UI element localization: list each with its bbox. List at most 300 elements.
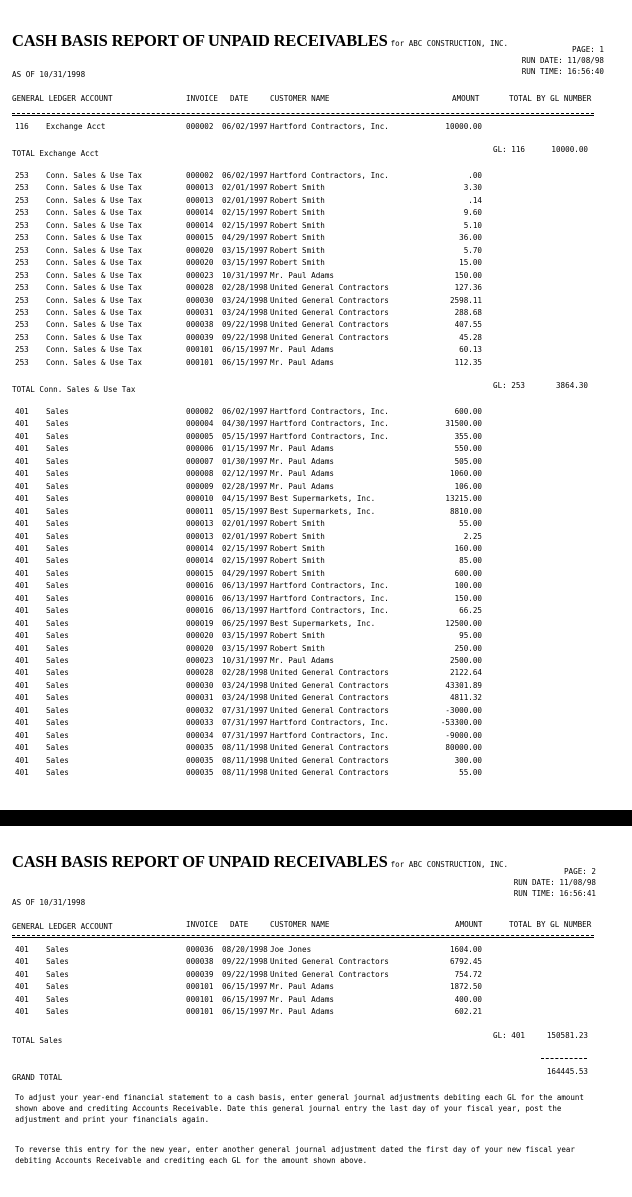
gl-number-cell: 401: [15, 755, 29, 765]
invoice-cell: 000023: [186, 656, 214, 665]
invoice-cell: 000016: [186, 581, 214, 591]
amount-cell: 12500.00: [445, 618, 482, 628]
date-cell: 02/28/1998: [222, 668, 268, 678]
gl-description-cell: Sales: [46, 755, 69, 765]
customer-cell: Robert Smith: [270, 568, 325, 578]
gl-description-cell: Exchange Acct: [46, 122, 106, 131]
invoice-cell: 000014: [186, 543, 214, 553]
gl-number-cell: 401: [15, 456, 29, 466]
gl-description-cell: Sales: [46, 568, 69, 578]
invoice-cell: 000002: [186, 122, 214, 131]
invoice-cell: 000028: [186, 668, 214, 678]
grand-total-label: GRAND TOTAL: [12, 1073, 63, 1082]
gl-description-cell: Sales: [46, 469, 69, 479]
amount-cell: 55.00: [459, 768, 482, 778]
invoice-cell: 000035: [186, 755, 214, 765]
invoice-cell: 000015: [186, 233, 214, 243]
ledger-row: [0, 307, 632, 318]
amount-cell: -3000.00: [445, 705, 482, 715]
ledger-row: [0, 730, 632, 741]
gl-number: GL: 116: [493, 145, 526, 154]
amount-cell: 355.00: [454, 431, 482, 441]
amount-cell: .14: [468, 195, 482, 205]
gl-number-cell: 401: [15, 494, 29, 504]
amount-cell: 600.00: [454, 407, 482, 416]
customer-cell: Robert Smith: [270, 543, 325, 553]
gl-description-cell: Sales: [46, 957, 69, 967]
gl-description-cell: Sales: [46, 631, 69, 641]
customer-cell: United General Contractors: [270, 969, 389, 979]
amount-cell: -53300.00: [440, 718, 482, 728]
gl-number-cell: 253: [15, 171, 29, 180]
customer-cell: Hartford Contractors, Inc.: [270, 730, 389, 740]
date-cell: 03/24/1998: [222, 680, 268, 690]
gl-total-label: TOTAL Conn. Sales & Use Tax: [12, 385, 136, 394]
gl-number-cell: 401: [15, 543, 29, 553]
ledger-row: [0, 531, 632, 542]
invoice-cell: 000013: [186, 183, 214, 193]
ledger-row: [0, 245, 632, 256]
gl-number-cell: 401: [15, 568, 29, 578]
gl-description-cell: Sales: [46, 718, 69, 728]
customer-cell: Mr. Paul Adams: [270, 270, 335, 280]
ledger-row: [0, 518, 632, 529]
amount-cell: 127.36: [454, 283, 482, 293]
date-cell: 07/31/1997: [222, 718, 268, 728]
invoice-cell: 000010: [186, 494, 214, 504]
ledger-row: [0, 742, 632, 753]
gl-number-cell: 401: [15, 631, 29, 641]
gl-number-cell: 401: [15, 656, 29, 665]
invoice-cell: 000039: [186, 332, 214, 342]
customer-cell: Hartford Contractors, Inc.: [270, 606, 389, 616]
date-cell: 02/01/1997: [222, 195, 268, 205]
date-cell: 05/15/1997: [222, 506, 268, 516]
gl-total-amount: 10000.00: [551, 145, 588, 154]
ledger-row: [0, 555, 632, 566]
run-time: RUN TIME: 16:56:41: [513, 889, 596, 898]
invoice-cell: 000031: [186, 693, 214, 703]
gl-description-cell: Sales: [46, 581, 69, 591]
ledger-row: [0, 418, 632, 429]
customer-cell: Hartford Contractors, Inc.: [270, 171, 389, 180]
amount-cell: 407.55: [454, 320, 482, 330]
gl-description-cell: Conn. Sales & Use Tax: [46, 270, 143, 280]
date-cell: 03/24/1998: [222, 693, 268, 703]
ledger-row: [0, 655, 632, 666]
customer-cell: Hartford Contractors, Inc.: [270, 407, 389, 416]
amount-cell: 100.00: [454, 581, 482, 591]
gl-number-cell: 401: [15, 519, 29, 529]
gl-number-cell: 401: [15, 581, 29, 591]
header-rule: [12, 937, 594, 938]
customer-cell: Mr. Paul Adams: [270, 357, 335, 367]
date-cell: 03/15/1997: [222, 245, 268, 255]
customer-cell: United General Contractors: [270, 295, 389, 305]
date-cell: 06/15/1997: [222, 982, 268, 992]
amount-cell: 6792.45: [449, 957, 482, 967]
gl-description-cell: Conn. Sales & Use Tax: [46, 183, 143, 193]
date-cell: 02/15/1997: [222, 543, 268, 553]
ledger-row: [0, 282, 632, 293]
amount-cell: 5.10: [463, 220, 482, 230]
ledger-row: [0, 755, 632, 766]
gl-number-cell: 401: [15, 1007, 29, 1017]
ledger-row: [0, 506, 632, 517]
gl-description-cell: Conn. Sales & Use Tax: [46, 245, 143, 255]
run-date: RUN DATE: 11/08/98: [521, 56, 604, 65]
invoice-cell: 000038: [186, 320, 214, 330]
gl-number: GL: 253: [493, 381, 526, 390]
customer-cell: Robert Smith: [270, 531, 325, 541]
date-cell: 06/02/1997: [222, 171, 268, 180]
gl-number-cell: 253: [15, 258, 29, 268]
page-number: PAGE: 1: [571, 45, 604, 54]
gl-number-cell: 253: [15, 345, 29, 355]
gl-description-cell: Sales: [46, 556, 69, 566]
customer-cell: Mr. Paul Adams: [270, 456, 335, 466]
invoice-cell: 000002: [186, 407, 214, 416]
gl-description-cell: Conn. Sales & Use Tax: [46, 195, 143, 205]
ledger-row: [0, 481, 632, 492]
gl-description-cell: Sales: [46, 531, 69, 541]
amount-cell: 2.25: [463, 531, 482, 541]
ledger-row: [0, 295, 632, 306]
amount-cell: 43301.89: [445, 680, 482, 690]
amount-cell: 13215.00: [445, 494, 482, 504]
date-cell: 06/02/1997: [222, 122, 268, 131]
customer-cell: Robert Smith: [270, 631, 325, 641]
header-total-by-gl: TOTAL BY GL NUMBER: [509, 920, 592, 929]
ledger-row: [0, 319, 632, 330]
customer-cell: United General Contractors: [270, 693, 389, 703]
date-cell: 01/15/1997: [222, 444, 268, 454]
invoice-cell: 000020: [186, 245, 214, 255]
date-cell: 04/30/1997: [222, 419, 268, 429]
customer-cell: Mr. Paul Adams: [270, 656, 335, 665]
gl-number-cell: 401: [15, 531, 29, 541]
gl-number-cell: 253: [15, 295, 29, 305]
customer-cell: Robert Smith: [270, 220, 325, 230]
header-rule: [12, 115, 594, 116]
amount-cell: 150.00: [454, 593, 482, 603]
invoice-cell: 000007: [186, 456, 214, 466]
page-number: PAGE: 2: [563, 867, 596, 876]
gl-description-cell: Sales: [46, 656, 69, 665]
date-cell: 10/31/1997: [222, 270, 268, 280]
gl-description-cell: Sales: [46, 407, 69, 416]
gl-number-cell: 401: [15, 593, 29, 603]
amount-cell: 85.00: [459, 556, 482, 566]
gl-number-cell: 401: [15, 693, 29, 703]
date-cell: 04/29/1997: [222, 568, 268, 578]
ledger-row: [0, 431, 632, 442]
date-cell: 07/31/1997: [222, 730, 268, 740]
customer-cell: Robert Smith: [270, 183, 325, 193]
amount-cell: 600.00: [454, 568, 482, 578]
invoice-cell: 000031: [186, 307, 214, 317]
date-cell: 05/15/1997: [222, 431, 268, 441]
amount-cell: 300.00: [454, 755, 482, 765]
date-cell: 06/13/1997: [222, 606, 268, 616]
ledger-row: [0, 717, 632, 728]
gl-number: GL: 401: [493, 1031, 526, 1040]
date-cell: 01/30/1997: [222, 456, 268, 466]
invoice-cell: 000014: [186, 556, 214, 566]
date-cell: 02/12/1997: [222, 469, 268, 479]
gl-number-cell: 253: [15, 183, 29, 193]
gl-description-cell: Sales: [46, 945, 69, 954]
date-cell: 09/22/1998: [222, 957, 268, 967]
invoice-cell: 000101: [186, 345, 214, 355]
gl-description-cell: Sales: [46, 481, 69, 491]
gl-description-cell: Sales: [46, 606, 69, 616]
gl-description-cell: Conn. Sales & Use Tax: [46, 332, 143, 342]
ledger-row: [0, 767, 632, 778]
header-gl-account: GENERAL LEDGER ACCOUNT: [12, 94, 113, 103]
as-of-date: AS OF 10/31/1998: [12, 898, 86, 907]
page-separator: [0, 810, 632, 826]
gl-number-cell: 253: [15, 220, 29, 230]
gl-description-cell: Sales: [46, 680, 69, 690]
customer-cell: Robert Smith: [270, 195, 325, 205]
amount-cell: 400.00: [454, 994, 482, 1004]
gl-number-cell: 401: [15, 643, 29, 653]
invoice-cell: 000009: [186, 481, 214, 491]
run-date: RUN DATE: 11/08/98: [513, 878, 596, 887]
gl-number-cell: 401: [15, 718, 29, 728]
gl-number-cell: 401: [15, 506, 29, 516]
gl-description-cell: Sales: [46, 668, 69, 678]
customer-cell: Mr. Paul Adams: [270, 994, 335, 1004]
ledger-row: [0, 207, 632, 218]
gl-number-cell: 253: [15, 270, 29, 280]
customer-cell: Mr. Paul Adams: [270, 1007, 335, 1017]
amount-cell: 150.00: [454, 270, 482, 280]
amount-cell: 505.00: [454, 456, 482, 466]
amount-cell: 3.30: [463, 183, 482, 193]
amount-cell: -9000.00: [445, 730, 482, 740]
ledger-row: [0, 605, 632, 616]
amount-cell: 55.00: [459, 519, 482, 529]
gl-description-cell: Sales: [46, 643, 69, 653]
gl-description-cell: Sales: [46, 506, 69, 516]
ledger-row: [0, 406, 632, 417]
invoice-cell: 000101: [186, 1007, 214, 1017]
gl-number-cell: 401: [15, 618, 29, 628]
header-amount: AMOUNT: [455, 920, 483, 929]
instructions-adjust: To adjust your year-end financial statement to a cash basis, enter general journal adjustments debiting each GL for the amount shown above and crediting Accounts Receivable. Date this general journal entry the last day of your fiscal year, post the adjustment and print your financials again.: [15, 1093, 584, 1124]
ledger-row: [0, 1006, 632, 1017]
amount-cell: 754.72: [454, 969, 482, 979]
header-date: DATE: [230, 94, 249, 103]
grand-total-rule: [541, 1058, 587, 1059]
invoice-cell: 000016: [186, 606, 214, 616]
invoice-cell: 000008: [186, 469, 214, 479]
header-total-by-gl: TOTAL BY GL NUMBER: [509, 94, 592, 103]
customer-cell: Hartford Contractors, Inc.: [270, 593, 389, 603]
date-cell: 06/13/1997: [222, 593, 268, 603]
date-cell: 06/15/1997: [222, 345, 268, 355]
gl-number-cell: 253: [15, 320, 29, 330]
date-cell: 08/11/1998: [222, 768, 268, 778]
ledger-row: [0, 121, 632, 132]
gl-number-cell: 401: [15, 982, 29, 992]
ledger-row: [0, 667, 632, 678]
gl-description-cell: Conn. Sales & Use Tax: [46, 258, 143, 268]
gl-number-cell: 253: [15, 357, 29, 367]
gl-description-cell: Sales: [46, 431, 69, 441]
invoice-cell: 000020: [186, 643, 214, 653]
customer-cell: Best Supermarkets, Inc.: [270, 506, 376, 516]
amount-cell: 9.60: [463, 208, 482, 218]
amount-cell: 5.70: [463, 245, 482, 255]
report-company: for ABC CONSTRUCTION, INC.: [390, 39, 509, 48]
gl-description-cell: Sales: [46, 1007, 69, 1017]
date-cell: 06/25/1997: [222, 618, 268, 628]
amount-cell: 1604.00: [449, 945, 482, 954]
customer-cell: Mr. Paul Adams: [270, 982, 335, 992]
gl-description-cell: Sales: [46, 419, 69, 429]
ledger-row: [0, 195, 632, 206]
date-cell: 02/15/1997: [222, 208, 268, 218]
customer-cell: United General Contractors: [270, 768, 389, 778]
gl-number-cell: 253: [15, 332, 29, 342]
header-date: DATE: [230, 920, 249, 929]
date-cell: 10/31/1997: [222, 656, 268, 665]
header-gl-account: GENERAL LEDGER ACCOUNT: [12, 922, 113, 931]
date-cell: 09/22/1998: [222, 969, 268, 979]
date-cell: 02/01/1997: [222, 519, 268, 529]
amount-cell: 550.00: [454, 444, 482, 454]
invoice-cell: 000101: [186, 982, 214, 992]
invoice-cell: 000101: [186, 994, 214, 1004]
date-cell: 07/31/1997: [222, 705, 268, 715]
gl-number-cell: 253: [15, 195, 29, 205]
gl-number-cell: 401: [15, 431, 29, 441]
gl-description-cell: Sales: [46, 456, 69, 466]
gl-number-cell: 401: [15, 444, 29, 454]
report-title: CASH BASIS REPORT OF UNPAID RECEIVABLES for ABC CONSTRUCTION, INC.: [12, 852, 509, 871]
customer-cell: Hartford Contractors, Inc.: [270, 122, 389, 131]
ledger-row: [0, 680, 632, 691]
customer-cell: Mr. Paul Adams: [270, 444, 335, 454]
ledger-row: [0, 232, 632, 243]
date-cell: 06/15/1997: [222, 1007, 268, 1017]
date-cell: 06/15/1997: [222, 994, 268, 1004]
gl-description-cell: Sales: [46, 593, 69, 603]
gl-number-cell: 116: [15, 122, 29, 131]
amount-cell: 8810.00: [449, 506, 482, 516]
gl-number-cell: 401: [15, 556, 29, 566]
amount-cell: 95.00: [459, 631, 482, 641]
ledger-row: [0, 543, 632, 554]
gl-description-cell: Conn. Sales & Use Tax: [46, 345, 143, 355]
customer-cell: Hartford Contractors, Inc.: [270, 718, 389, 728]
invoice-cell: 000004: [186, 419, 214, 429]
gl-total-amount: 3864.30: [555, 381, 588, 390]
report-company: for ABC CONSTRUCTION, INC.: [390, 860, 509, 869]
amount-cell: 250.00: [454, 643, 482, 653]
date-cell: 03/24/1998: [222, 295, 268, 305]
ledger-row: [0, 705, 632, 716]
invoice-cell: 000030: [186, 295, 214, 305]
ledger-row: [0, 456, 632, 467]
gl-description-cell: Sales: [46, 519, 69, 529]
date-cell: 06/13/1997: [222, 581, 268, 591]
invoice-cell: 000020: [186, 631, 214, 641]
date-cell: 02/15/1997: [222, 556, 268, 566]
gl-number-cell: 401: [15, 705, 29, 715]
ledger-row: [0, 956, 632, 967]
customer-cell: Joe Jones: [270, 945, 312, 954]
invoice-cell: 000015: [186, 568, 214, 578]
ledger-row: [0, 981, 632, 992]
gl-description-cell: Sales: [46, 444, 69, 454]
amount-cell: 36.00: [459, 233, 482, 243]
amount-cell: 15.00: [459, 258, 482, 268]
invoice-cell: 000033: [186, 718, 214, 728]
gl-description-cell: Conn. Sales & Use Tax: [46, 220, 143, 230]
invoice-cell: 000038: [186, 957, 214, 967]
date-cell: 03/24/1998: [222, 307, 268, 317]
invoice-cell: 000101: [186, 357, 214, 367]
date-cell: 08/11/1998: [222, 755, 268, 765]
amount-cell: 602.21: [454, 1007, 482, 1017]
gl-description-cell: Conn. Sales & Use Tax: [46, 233, 143, 243]
ledger-row: [0, 443, 632, 454]
gl-number-cell: 253: [15, 208, 29, 218]
header-rule: [12, 113, 594, 114]
gl-number-cell: 401: [15, 680, 29, 690]
amount-cell: 2598.11: [449, 295, 482, 305]
customer-cell: United General Contractors: [270, 743, 389, 753]
invoice-cell: 000002: [186, 171, 214, 180]
date-cell: 08/20/1998: [222, 945, 268, 954]
gl-description-cell: Sales: [46, 693, 69, 703]
ledger-row: [0, 493, 632, 504]
invoice-cell: 000036: [186, 945, 214, 954]
customer-cell: Robert Smith: [270, 556, 325, 566]
date-cell: 06/02/1997: [222, 407, 268, 416]
date-cell: 09/22/1998: [222, 320, 268, 330]
grand-total-amount: 164445.53: [546, 1067, 588, 1076]
invoice-cell: 000030: [186, 680, 214, 690]
ledger-row: [0, 630, 632, 641]
invoice-cell: 000023: [186, 270, 214, 280]
date-cell: 06/15/1997: [222, 357, 268, 367]
invoice-cell: 000019: [186, 618, 214, 628]
gl-number-cell: 401: [15, 469, 29, 479]
amount-cell: 2122.64: [449, 668, 482, 678]
customer-cell: Robert Smith: [270, 233, 325, 243]
customer-cell: United General Contractors: [270, 680, 389, 690]
amount-cell: 60.13: [459, 345, 482, 355]
gl-number-cell: 401: [15, 407, 29, 416]
gl-description-cell: Sales: [46, 743, 69, 753]
customer-cell: Robert Smith: [270, 258, 325, 268]
gl-description-cell: Conn. Sales & Use Tax: [46, 171, 143, 180]
ledger-row: [0, 580, 632, 591]
amount-cell: 10000.00: [445, 122, 482, 131]
ledger-row: [0, 170, 632, 181]
report-title: CASH BASIS REPORT OF UNPAID RECEIVABLES for ABC CONSTRUCTION, INC.: [12, 31, 509, 50]
gl-number-cell: 401: [15, 994, 29, 1004]
date-cell: 09/22/1998: [222, 332, 268, 342]
amount-cell: 80000.00: [445, 743, 482, 753]
gl-number-cell: 253: [15, 245, 29, 255]
ledger-row: [0, 618, 632, 629]
